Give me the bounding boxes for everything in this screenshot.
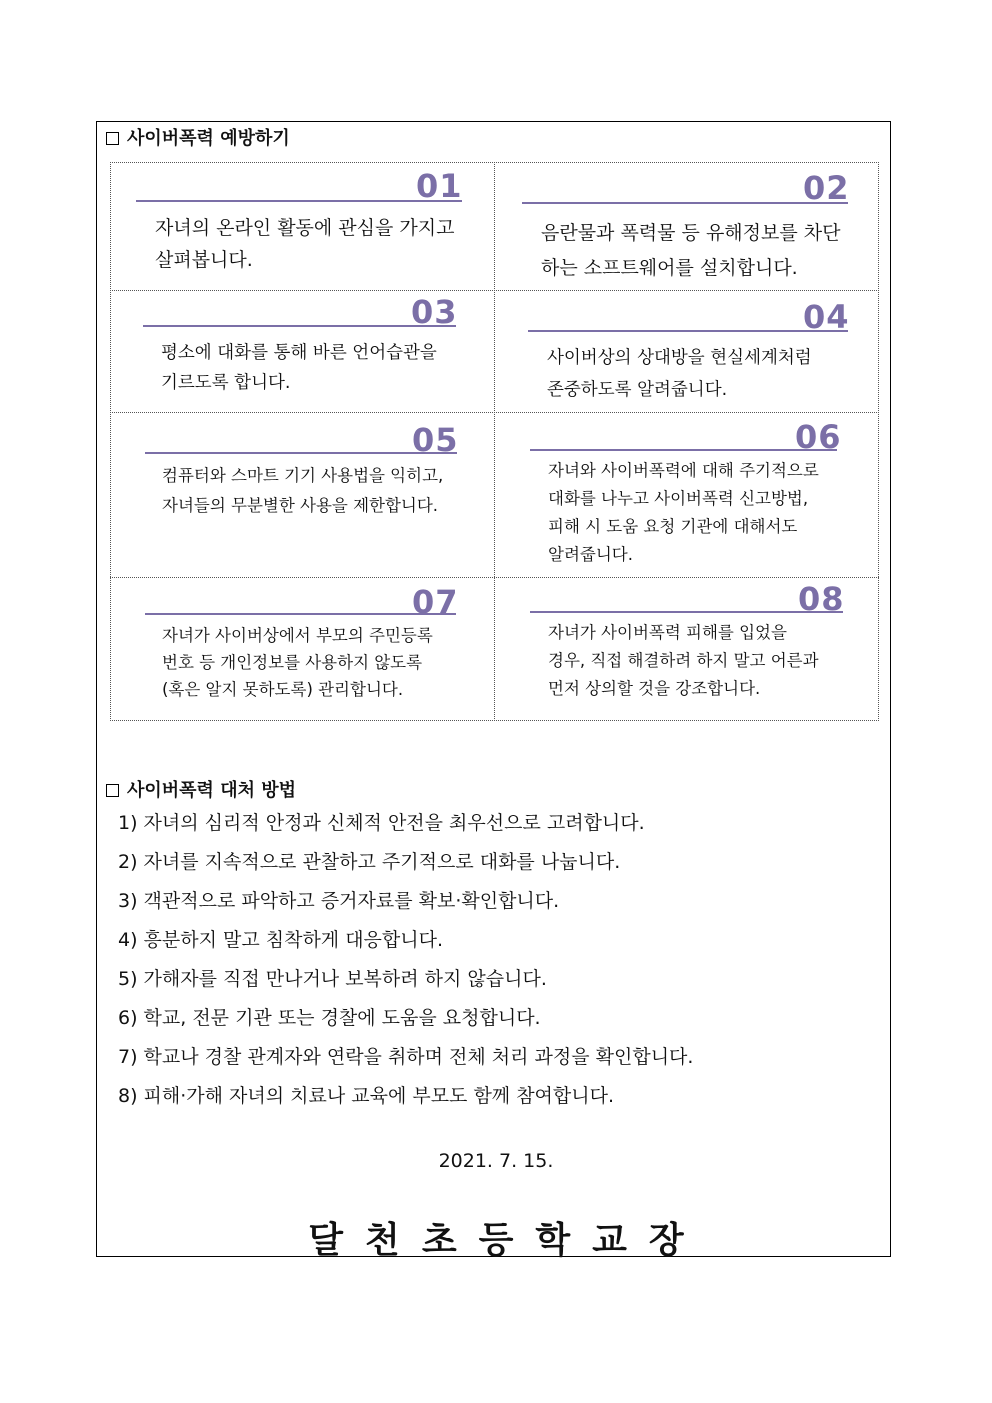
grid-divider-vertical [494,162,495,721]
tip-08-number: 08 [798,580,845,618]
tip-04-number: 04 [803,298,850,336]
response-item-2: 2) 자녀를 지속적으로 관찰하고 주기적으로 대화를 나눕니다. [118,851,621,873]
tip-05-number: 05 [412,421,459,459]
checkbox-square-icon [106,132,119,145]
principal-signature: 달천초등학교장 [308,1220,706,1261]
response-item-3: 3) 객관적으로 파악하고 증거자료를 확보·확인합니다. [118,890,560,912]
grid-divider-row-1 [110,290,879,291]
checkbox-square-icon [106,784,119,797]
response-item-8: 8) 피해·가해 자녀의 치료나 교육에 부모도 함께 참여합니다. [118,1085,615,1107]
tip-06-number: 06 [795,418,842,456]
tip-06-underline [530,449,837,451]
response-item-6: 6) 학교, 전문 기관 또는 경찰에 도움을 요청합니다. [118,1007,541,1029]
response-item-7: 7) 학교나 경찰 관계자와 연락을 취하며 전체 처리 과정을 확인합니다. [118,1046,694,1068]
tip-02-number: 02 [803,169,850,207]
tip-03-number: 03 [411,293,458,331]
tip-04-underline [528,330,848,332]
issue-date: 2021. 7. 15. [438,1150,554,1172]
tip-06-text: 자녀와 사이버폭력에 대해 주기적으로 대화를 나누고 사이버폭력 신고방법, 피해 시 도움 요청 기관에 대해서도 알려줍니다. [548,461,819,564]
tip-07-number: 07 [412,583,459,621]
section-response-title-text: 사이버폭력 대처 방법 [127,780,297,801]
response-item-1: 1) 자녀의 심리적 안정과 신체적 안전을 최우선으로 고려합니다. [118,812,645,834]
section-prevention-title-text: 사이버폭력 예방하기 [127,128,290,149]
section-prevention-title [106,124,290,150]
response-item-4: 4) 흥분하지 말고 침착하게 대응합니다. [118,929,444,951]
tip-03-text: 평소에 대화를 통해 바른 언어습관을 기르도록 합니다. [161,343,437,393]
section-response-title [106,776,296,802]
grid-divider-row-3 [110,577,879,578]
tip-08-text: 자녀가 사이버폭력 피해를 입었을 경우, 직접 해결하려 하지 말고 어른과 먼저 상의할 것을 강조합니다. [548,623,819,698]
tip-07-text: 자녀가 사이버상에서 부모의 주민등록 번호 등 개인정보를 사용하지 않도록 (혹은 알지 못하도록) 관리합니다. [162,626,433,699]
tip-04-text: 사이버상의 상대방을 현실세계처럼 존중하도록 알려줍니다. [547,348,812,400]
tip-01-underline [136,200,462,202]
tip-08-underline [530,611,843,613]
tip-03-underline [143,325,456,327]
tip-02-text: 음란물과 폭력물 등 유해정보를 차단 하는 소프트웨어를 설치합니다. [541,222,841,279]
tip-01-text: 자녀의 온라인 활동에 관심을 가지고 살펴봅니다. [155,217,455,271]
tip-05-underline [145,452,457,454]
response-item-5: 5) 가해자를 직접 만나거나 보복하려 하지 않습니다. [118,968,547,990]
tip-05-text: 컴퓨터와 스마트 기기 사용법을 익히고, 자녀들의 무분별한 사용을 제한합니다. [162,466,444,515]
grid-divider-row-2 [110,412,879,413]
tip-01-number: 01 [416,167,463,205]
tip-02-underline [522,202,848,204]
tip-07-underline [145,613,456,615]
